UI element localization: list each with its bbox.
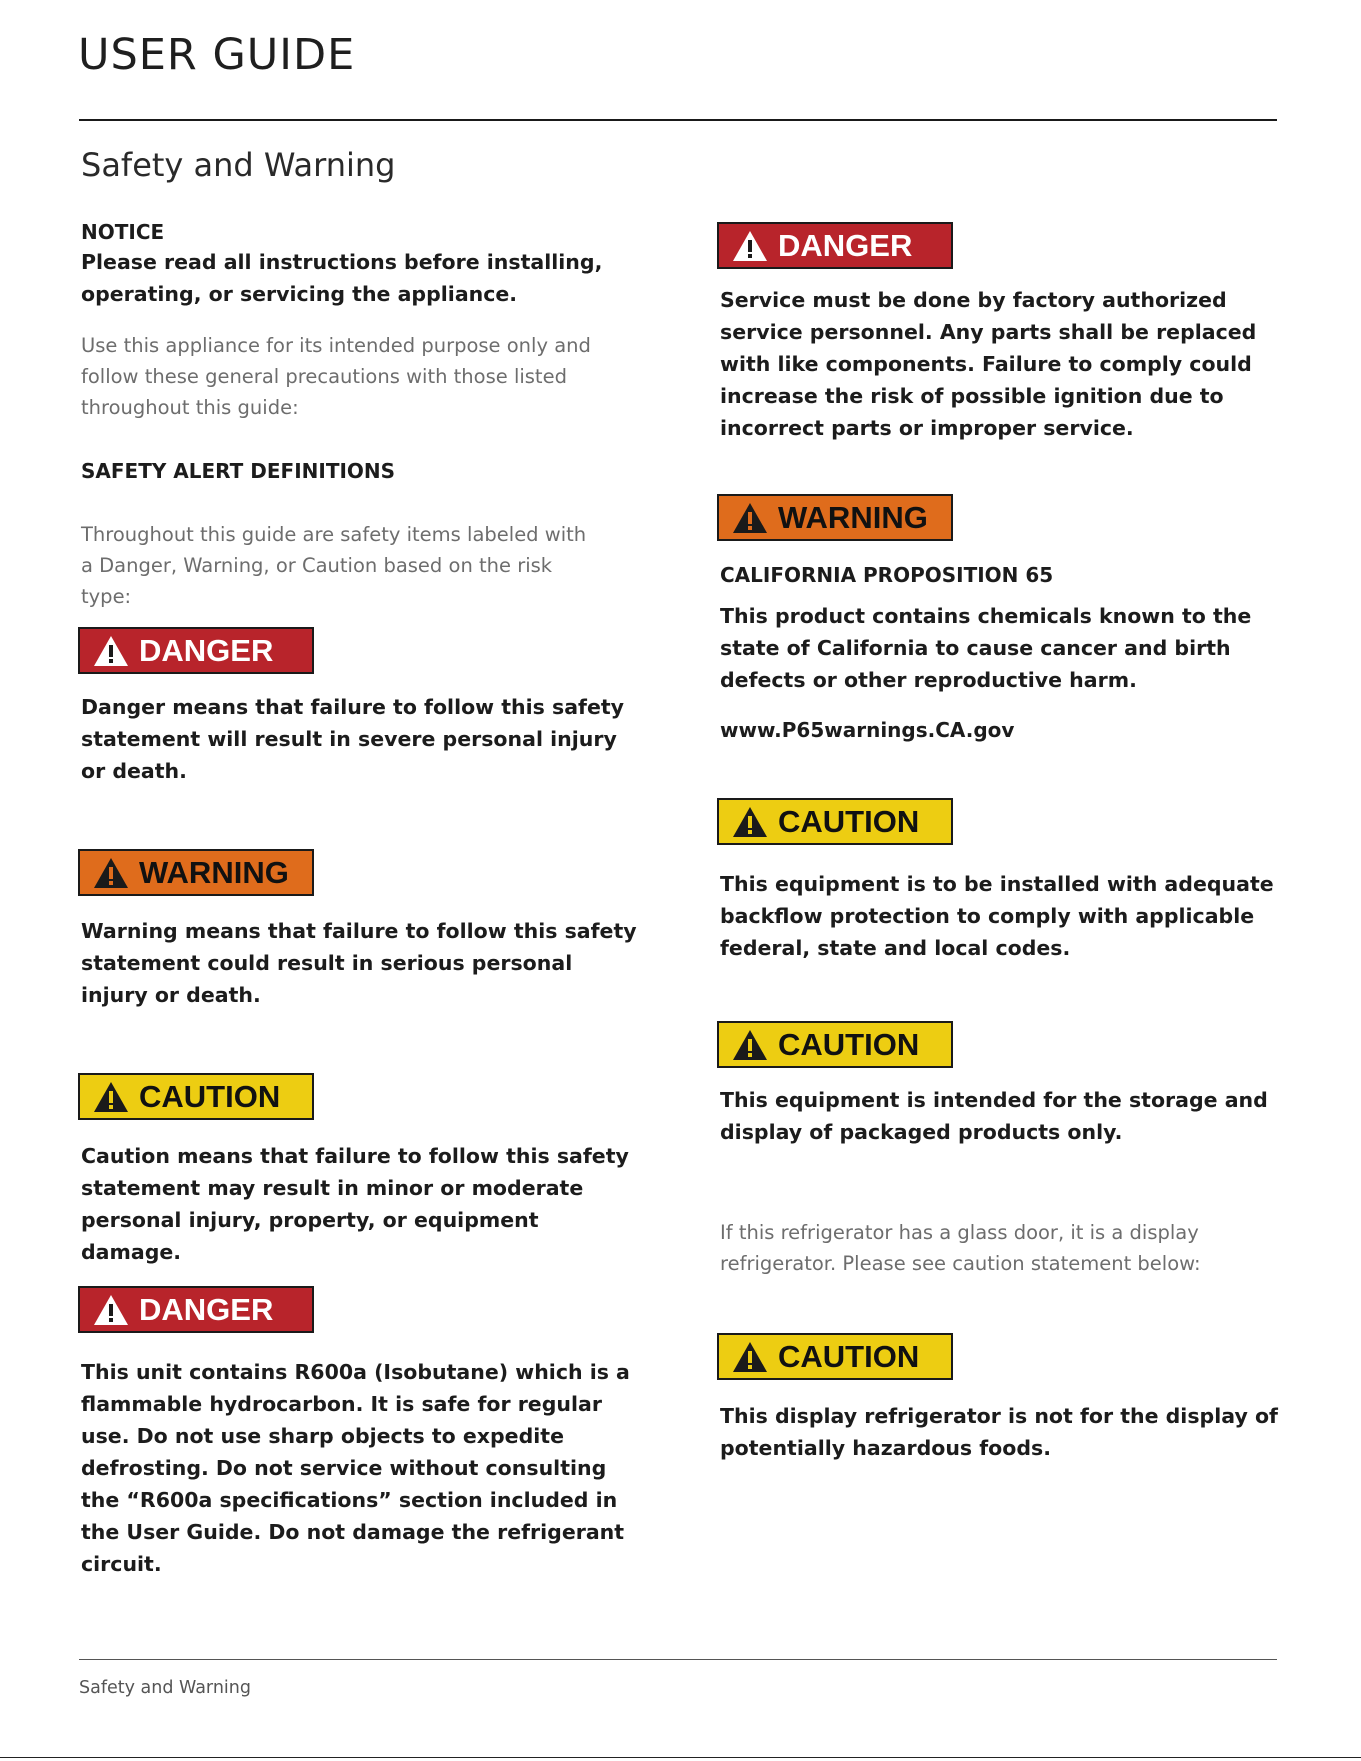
footer-section-label: Safety and Warning [79, 1678, 251, 1698]
warning-definition: Warning means that failure to follow this safety statement could result in serious personal injury or death. [81, 919, 637, 1007]
caution-badge-label: CAUTION [778, 804, 920, 839]
caution-badge-label: CAUTION [139, 1079, 281, 1114]
glass-door-text: If this refrigerator has a glass door, it is a display refrigerator. Please see caution statement below: [720, 1221, 1201, 1275]
caution-definition: Caution means that failure to follow this safety statement may result in minor or moderate personal injury, property, or equipment damage. [81, 1144, 629, 1264]
page-title: USER GUIDE [78, 30, 356, 80]
definitions-text: Throughout this guide are safety items labeled with a Danger, Warning, or Caution based on the risk type: [81, 523, 587, 608]
prop65-link[interactable]: www.P65warnings.CA.gov [720, 718, 1015, 742]
intro-text: Use this appliance for its intended purpose only and follow these general precautions with those listed throughout this guide: [81, 334, 591, 419]
warning-badge-label: WARNING [139, 855, 289, 890]
storage-statement: This equipment is intended for the storage and display of packaged products only. [720, 1088, 1268, 1144]
warning-triangle-icon [732, 502, 768, 534]
section-heading: Safety and Warning [81, 146, 396, 184]
warning-triangle-icon [732, 1341, 768, 1373]
warning-triangle-icon [93, 857, 129, 889]
danger-badge-label: DANGER [139, 633, 274, 668]
display-statement: This display refrigerator is not for the display of potentially hazardous foods. [720, 1404, 1278, 1460]
warning-triangle-icon [93, 1081, 129, 1113]
warning-badge [78, 849, 314, 896]
notice-label: NOTICE [81, 220, 165, 244]
warning-badge-prop65 [717, 494, 953, 541]
definitions-label: SAFETY ALERT DEFINITIONS [81, 459, 396, 483]
danger-badge-service [717, 222, 953, 269]
notice-text: Please read all instructions before installing, operating, or servicing the appliance. [81, 250, 603, 306]
danger-definition: Danger means that failure to follow this safety statement will result in severe personal injury or death. [81, 695, 625, 783]
warning-triangle-icon [732, 806, 768, 838]
service-statement: Service must be done by factory authorized service personnel. Any parts shall be replaced with like components. Failure to comply could increase the risk of possible ignition due to incorrect parts or improper service. [720, 288, 1257, 440]
warning-badge-label: WARNING [778, 500, 928, 535]
warning-triangle-icon [732, 1029, 768, 1061]
danger-badge-r600a [78, 1286, 314, 1333]
prop65-text: This product contains chemicals known to the state of California to cause cancer and birth defects or other reproductive harm. [720, 604, 1252, 692]
prop65-label: CALIFORNIA PROPOSITION 65 [720, 563, 1054, 587]
page-edge-line [0, 1757, 1361, 1758]
danger-badge [78, 627, 314, 674]
warning-triangle-icon [732, 230, 768, 262]
caution-badge-display [717, 1333, 953, 1380]
warning-triangle-icon [93, 635, 129, 667]
footer-divider [79, 1659, 1277, 1660]
r600a-statement: This unit contains R600a (Isobutane) which is a flammable hydrocarbon. It is safe for regular use. Do not use sharp objects to expedite defrosting. Do not service without consulting the “R600a specifications” section included in the User Guide. Do not damage the refrigerant circuit. [81, 1360, 630, 1576]
caution-badge [78, 1073, 314, 1120]
caution-badge-storage [717, 1021, 953, 1068]
caution-badge-backflow [717, 798, 953, 845]
backflow-statement: This equipment is to be installed with adequate backflow protection to comply with applicable federal, state and local codes. [720, 872, 1274, 960]
caution-badge-label: CAUTION [778, 1027, 920, 1062]
header-divider [79, 119, 1277, 121]
danger-badge-label: DANGER [139, 1292, 274, 1327]
danger-badge-label: DANGER [778, 228, 913, 263]
warning-triangle-icon [93, 1294, 129, 1326]
caution-badge-label: CAUTION [778, 1339, 920, 1374]
